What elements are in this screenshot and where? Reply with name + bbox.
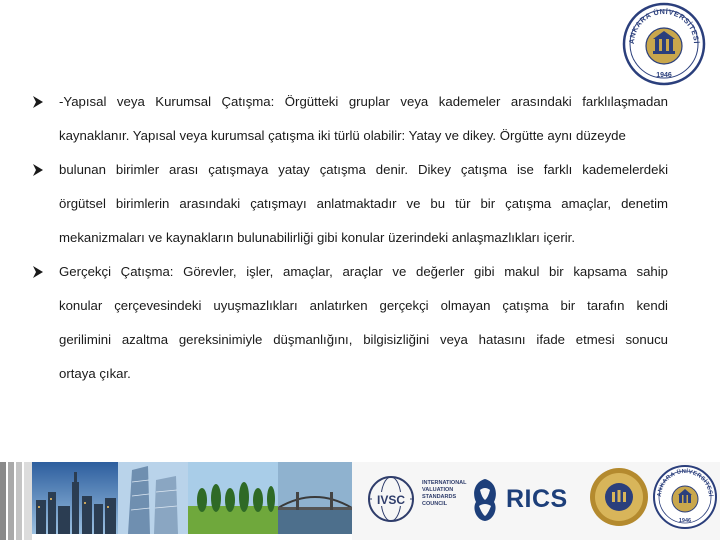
rics-lion-icon xyxy=(468,476,502,524)
city-skyline-photo xyxy=(32,462,118,534)
bullet-line: örgütsel birimlerin arasındaki çatışmayı anlatmaktadır ve bu tür bir çatışma amaçlar, denetim xyxy=(59,196,668,211)
ivsc-globe-icon xyxy=(366,474,416,524)
arrow-bullet-icon xyxy=(32,265,44,279)
bullet-line: ortaya çıkar. xyxy=(59,366,131,381)
seal-arc-text: ANKARA ÜNİVERSİTESİ xyxy=(626,6,702,45)
glass-towers-photo xyxy=(118,462,188,534)
ivsc-caption xyxy=(422,480,467,508)
university-seal-logo xyxy=(622,2,706,86)
rics-logo-text: RICS xyxy=(506,485,568,513)
bridge-photo xyxy=(278,462,352,534)
bullet-list xyxy=(32,94,668,382)
footer-seal-year: 1946 xyxy=(678,518,692,524)
bullet-realistic-conflict xyxy=(32,264,668,382)
ivsc-caption-line: INTERNATIONAL xyxy=(422,480,467,486)
footer-seal-arc-text: ANKARA ÜNİVERSİTESİ xyxy=(656,468,714,498)
ivsc-caption-line: COUNCIL xyxy=(422,501,448,507)
bullet-line: -Yapısal veya Kurumsal Çatışma: Örgütteki gruplar veya kademeler arasındaki farklılaşmadan xyxy=(59,94,668,109)
arrow-bullet-icon xyxy=(32,163,44,177)
bullet-line: Gerçekçi Çatışma: Görevler, işler, amaçlar, araçlar ve değerler gibi makul bir kapsama sahip xyxy=(59,264,668,279)
decorative-bars xyxy=(0,462,32,540)
partner-logos xyxy=(352,462,720,540)
bullet-horizontal-vertical-conflict xyxy=(32,162,668,246)
bullet-line: kaynaklanır. Yapısal veya kurumsal çatışma iki türlü olabilir: Yatay ve dikey. Örgütte aynı düzeyde xyxy=(59,128,626,143)
seal-year: 1946 xyxy=(656,72,672,79)
ivsc-logo-text: IVSC xyxy=(376,493,406,507)
bullet-structural-conflict xyxy=(32,94,668,144)
bullet-line: konular çerçevesindeki uyuşmazlıkları anlatırken gerçekçi olmayan çatışma bir tarafın kendi xyxy=(59,298,668,313)
green-field-photo xyxy=(188,462,278,534)
ankara-university-seal-logo xyxy=(652,464,718,530)
bullet-line: mekanizmaları ve kaynakların bulunabilirliği gibi konular üzerindeki anlaşmazlıkları içerir. xyxy=(59,230,576,245)
gold-seal-logo xyxy=(588,466,650,528)
ivsc-caption-line: STANDARDS xyxy=(422,494,457,500)
footer-strip xyxy=(0,462,720,540)
ivsc-caption-line: VALUATION xyxy=(422,487,454,493)
arrow-bullet-icon xyxy=(32,95,44,109)
bullet-line: gerilimini azaltma gereksinimiyle düşmanlığını, bilgisizliğini veya hatasını ifade etmesi sonucu xyxy=(59,332,668,347)
bullet-line: bulunan birimler arası çatışmaya yatay çatışma denir. Dikey çatışma ise farklı kademelerdeki xyxy=(59,162,668,177)
